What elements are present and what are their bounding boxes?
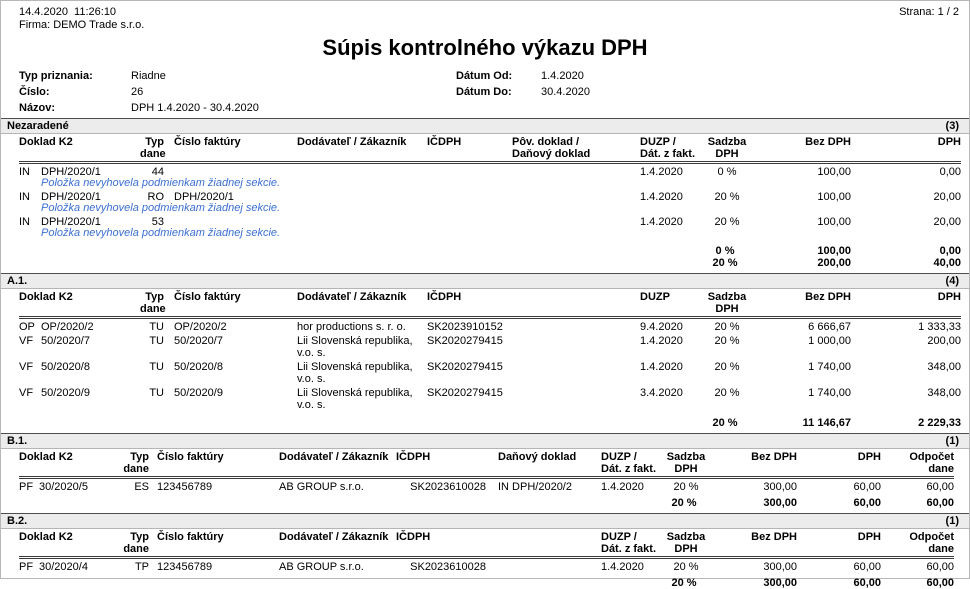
section-title: Nezaradené <box>7 120 69 132</box>
table-row <box>19 321 961 333</box>
table-header-row <box>19 289 961 319</box>
column-header-sadzba-dph: Sadzba DPH <box>707 291 747 315</box>
section-totals <box>19 497 954 509</box>
meta-value-cislo: 26 <box>131 86 144 98</box>
cell-sadzba: 20 % <box>714 335 740 347</box>
cell-dph: 0,00 <box>939 166 961 178</box>
column-header-dodavatel: Dodávateľ / Zákazník <box>297 136 407 148</box>
column-header-odpocet-dane: Odpočet dane <box>909 451 954 475</box>
total-bez-dph: 300,00 <box>763 497 797 509</box>
cell-doklad-cislo: OP/2020/2 <box>41 321 94 333</box>
column-header-cislo-faktury: Číslo faktúry <box>157 451 224 463</box>
column-header-typ-dane: Typ dane <box>140 136 166 160</box>
cell-cislo-faktury: DPH/2020/1 <box>174 191 234 203</box>
column-header-danovy-doklad: Daňový doklad <box>498 451 577 463</box>
table-header-row <box>19 449 954 479</box>
table-row <box>19 561 954 573</box>
table-row <box>19 361 961 385</box>
column-header-dph: DPH <box>857 451 881 463</box>
section-b1-body <box>19 449 954 509</box>
column-header-duzp: DUZP / Dát. z fakt. <box>640 136 696 160</box>
column-header-dph: DPH <box>937 136 961 148</box>
meta-value-typ-priznania: Riadne <box>131 70 166 82</box>
cell-icdph: SK2023910152 <box>427 321 503 333</box>
column-header-duzp: DUZP / Dát. z fakt. <box>601 451 657 475</box>
column-header-bez-dph: Bez DPH <box>805 136 851 148</box>
column-header-dodavatel: Dodávateľ / Zákazník <box>279 531 389 543</box>
meta-row <box>19 84 951 100</box>
table-header-row <box>19 134 961 164</box>
cell-cislo-faktury: 123456789 <box>157 561 213 573</box>
total-sadzba: 20 % <box>712 417 738 429</box>
cell-bez-dph: 1 740,00 <box>808 387 851 399</box>
column-header-dph: DPH <box>937 291 961 303</box>
cell-doklad-typ: IN <box>19 166 30 178</box>
total-bez-dph: 100,00 <box>817 245 851 257</box>
section-title: B.2. <box>7 515 28 527</box>
total-dph: 2 229,33 <box>918 417 961 429</box>
cell-duzp: 1.4.2020 <box>601 481 644 493</box>
cell-typ-dane: TU <box>149 387 164 399</box>
column-header-sadzba-dph: Sadzba DPH <box>666 451 706 475</box>
cell-dodavatel: hor productions s. r. o. <box>297 321 406 333</box>
column-header-duzp: DUZP <box>640 291 670 303</box>
cell-icdph: SK2023610028 <box>410 561 486 573</box>
report-datetime: 14.4.2020 11:26:10 <box>19 6 117 18</box>
column-header-odpocet-dane: Odpočet dane <box>909 531 954 555</box>
section-nezaradene-body <box>19 134 961 269</box>
cell-sadzba: 20 % <box>714 191 740 203</box>
column-header-sadzba-dph: Sadzba DPH <box>666 531 706 555</box>
cell-danovy-doklad <box>486 561 596 573</box>
totals-row <box>19 577 954 589</box>
report-meta <box>19 68 951 116</box>
column-header-cislo-faktury: Číslo faktúry <box>174 291 241 303</box>
column-header-doklad-k2: Doklad K2 <box>19 451 73 463</box>
meta-label-typ-priznania: Typ priznania: <box>19 70 93 82</box>
total-bez-dph: 11 146,67 <box>802 417 851 429</box>
page-number: Strana: 1 / 2 <box>899 6 959 18</box>
cell-doklad-typ: IN <box>19 191 30 203</box>
meta-row <box>19 100 951 116</box>
cell-duzp: 1.4.2020 <box>601 561 644 573</box>
section-header-a1 <box>1 273 969 289</box>
totals-row <box>19 245 961 257</box>
total-odpocet-dane: 60,00 <box>926 577 954 589</box>
section-count: (1) <box>945 515 959 527</box>
column-header-icdph: IČDPH <box>427 136 462 148</box>
column-header-duzp: DUZP / Dát. z fakt. <box>601 531 657 555</box>
cell-typ-dane: TU <box>149 321 164 333</box>
cell-cislo-faktury: 50/2020/8 <box>174 361 223 373</box>
company-name: Firma: DEMO Trade s.r.o. <box>19 19 145 31</box>
cell-sadzba: 20 % <box>673 481 699 493</box>
cell-typ-dane: 44 <box>151 166 164 178</box>
meta-value-nazov: DPH 1.4.2020 - 30.4.2020 <box>131 102 259 114</box>
column-header-icdph: IČDPH <box>396 531 431 543</box>
meta-value-datum-od: 1.4.2020 <box>541 70 584 82</box>
meta-label-cislo: Číslo: <box>19 86 50 98</box>
column-header-dodavatel: Dodávateľ / Zákazník <box>279 451 389 463</box>
cell-dph: 200,00 <box>927 335 961 347</box>
cell-duzp: 1.4.2020 <box>640 361 683 373</box>
column-header-typ-dane: Typ dane <box>123 531 149 555</box>
total-sadzba: 20 % <box>671 577 697 589</box>
cell-duzp: 1.4.2020 <box>640 166 683 178</box>
cell-typ-dane: ES <box>134 481 149 493</box>
cell-dodavatel: AB GROUP s.r.o. <box>279 561 364 573</box>
cell-doklad-typ: VF <box>19 335 34 347</box>
cell-typ-dane: TU <box>149 361 164 373</box>
cell-icdph: SK2020279415 <box>427 387 503 399</box>
cell-dodavatel: Lii Slovenská republika, v.o. s. <box>297 387 413 411</box>
row-note: Položka nevyhovela podmienkam žiadnej sekcie. <box>41 177 281 189</box>
cell-typ-dane: 53 <box>151 216 164 228</box>
cell-dph: 348,00 <box>927 361 961 373</box>
cell-cislo-faktury: 123456789 <box>157 481 213 493</box>
total-bez-dph: 200,00 <box>817 257 851 269</box>
cell-sadzba: 20 % <box>673 561 699 573</box>
totals-row <box>19 257 961 269</box>
section-totals <box>19 245 961 269</box>
cell-dph: 1 333,33 <box>918 321 961 333</box>
column-header-typ-dane: Typ dane <box>140 291 166 315</box>
cell-sadzba: 20 % <box>714 361 740 373</box>
cell-sadzba: 20 % <box>714 387 740 399</box>
cell-bez-dph: 6 666,67 <box>808 321 851 333</box>
section-b2-body <box>19 529 954 589</box>
cell-dph: 20,00 <box>933 216 961 228</box>
cell-cislo-faktury: 50/2020/7 <box>174 335 223 347</box>
section-totals <box>19 417 961 429</box>
cell-doklad-typ: IN <box>19 216 30 228</box>
table-row <box>19 335 961 359</box>
total-sadzba: 20 % <box>712 257 738 269</box>
cell-dodavatel: AB GROUP s.r.o. <box>279 481 364 493</box>
column-header-dph: DPH <box>857 531 881 543</box>
cell-icdph: SK2020279415 <box>427 335 503 347</box>
total-odpocet-dane: 60,00 <box>926 497 954 509</box>
totals-row <box>19 497 954 509</box>
section-count: (1) <box>945 435 959 447</box>
cell-duzp: 1.4.2020 <box>640 335 683 347</box>
column-header-sadzba-dph: Sadzba DPH <box>707 136 747 160</box>
cell-sadzba: 20 % <box>714 321 740 333</box>
section-count: (3) <box>945 120 959 132</box>
cell-duzp: 1.4.2020 <box>640 191 683 203</box>
cell-dph: 60,00 <box>853 481 881 493</box>
cell-doklad-cislo: 50/2020/9 <box>41 387 90 399</box>
cell-duzp: 1.4.2020 <box>640 216 683 228</box>
section-header-b2 <box>1 513 969 529</box>
cell-typ-dane: RO <box>147 191 164 203</box>
cell-bez-dph: 100,00 <box>817 166 851 178</box>
column-header-doklad-k2: Doklad K2 <box>19 291 73 303</box>
cell-odpocet-dane: 60,00 <box>926 561 954 573</box>
meta-label-datum-do: Dátum Do: <box>456 86 512 98</box>
row-note: Položka nevyhovela podmienkam žiadnej sekcie. <box>41 227 281 239</box>
table-row <box>19 387 961 411</box>
total-sadzba: 20 % <box>671 497 697 509</box>
total-sadzba: 0 % <box>715 245 735 257</box>
column-header-dodavatel: Dodávateľ / Zákazník <box>297 291 407 303</box>
cell-bez-dph: 1 740,00 <box>808 361 851 373</box>
cell-bez-dph: 300,00 <box>763 481 797 493</box>
section-title: B.1. <box>7 435 28 447</box>
cell-dph: 60,00 <box>853 561 881 573</box>
report-title: Súpis kontrolného výkazu DPH <box>322 35 648 60</box>
cell-typ-dane: TU <box>149 335 164 347</box>
cell-doklad-cislo: 50/2020/7 <box>41 335 90 347</box>
cell-dph: 348,00 <box>927 387 961 399</box>
cell-odpocet-dane: 60,00 <box>926 481 954 493</box>
cell-bez-dph: 300,00 <box>763 561 797 573</box>
column-header-bez-dph: Bez DPH <box>751 451 797 463</box>
meta-value-datum-do: 30.4.2020 <box>541 86 590 98</box>
cell-cislo-faktury: OP/2020/2 <box>174 321 227 333</box>
cell-danovy-doklad: IN DPH/2020/2 <box>498 481 572 493</box>
cell-duzp: 9.4.2020 <box>640 321 683 333</box>
cell-icdph: SK2020279415 <box>427 361 503 373</box>
column-header-cislo-faktury: Číslo faktúry <box>157 531 224 543</box>
table-row <box>19 481 954 493</box>
total-dph: 60,00 <box>853 497 881 509</box>
column-header-icdph: IČDPH <box>427 291 462 303</box>
cell-sadzba: 20 % <box>714 216 740 228</box>
row-note: Položka nevyhovela podmienkam žiadnej sekcie. <box>41 202 281 214</box>
cell-doklad-cislo: DPH/2020/1 <box>41 191 101 203</box>
cell-bez-dph: 100,00 <box>817 191 851 203</box>
cell-cislo-faktury: 50/2020/9 <box>174 387 223 399</box>
section-totals <box>19 577 954 589</box>
meta-row <box>19 68 951 84</box>
column-header-doklad-k2: Doklad K2 <box>19 531 73 543</box>
cell-doklad-cislo: DPH/2020/1 <box>41 166 101 178</box>
cell-typ-dane: TP <box>134 561 149 573</box>
column-header-doklad-k2: Doklad K2 <box>19 136 73 148</box>
section-header-b1 <box>1 433 969 449</box>
cell-doklad-typ: OP <box>19 321 35 333</box>
cell-doklad-typ: PF <box>19 481 34 493</box>
cell-doklad-cislo: DPH/2020/1 <box>41 216 101 228</box>
section-count: (4) <box>945 275 959 287</box>
report-top-bar <box>1 1 969 32</box>
cell-doklad-typ: VF <box>19 387 34 399</box>
cell-bez-dph: 1 000,00 <box>808 335 851 347</box>
cell-doklad-cislo: 50/2020/8 <box>41 361 90 373</box>
column-header-icdph: IČDPH <box>396 451 431 463</box>
section-a1-body <box>19 289 961 429</box>
column-header-pov-doklad: Pôv. doklad / Daňový doklad <box>512 136 591 160</box>
report-top-left <box>19 6 144 32</box>
total-dph: 0,00 <box>939 245 961 257</box>
cell-doklad-typ: PF <box>19 561 34 573</box>
section-header-nezaradene <box>1 118 969 134</box>
cell-doklad-typ: VF <box>19 361 34 373</box>
cell-duzp: 3.4.2020 <box>640 387 683 399</box>
cell-icdph: SK2023610028 <box>410 481 486 493</box>
totals-row <box>19 417 961 429</box>
cell-doklad-cislo: 30/2020/5 <box>39 481 88 493</box>
column-header-typ-dane: Typ dane <box>123 451 149 475</box>
meta-label-datum-od: Dátum Od: <box>456 70 513 82</box>
total-bez-dph: 300,00 <box>763 577 797 589</box>
cell-dodavatel: Lii Slovenská republika, v.o. s. <box>297 335 413 359</box>
total-dph: 60,00 <box>853 577 881 589</box>
column-header-cislo-faktury: Číslo faktúry <box>174 136 241 148</box>
cell-bez-dph: 100,00 <box>817 216 851 228</box>
meta-label-nazov: Názov: <box>19 102 56 114</box>
cell-dodavatel: Lii Slovenská republika, v.o. s. <box>297 361 413 385</box>
cell-sadzba: 0 % <box>717 166 737 178</box>
column-header-bez-dph: Bez DPH <box>805 291 851 303</box>
section-title: A.1. <box>7 275 28 287</box>
table-header-row <box>19 529 954 559</box>
total-dph: 40,00 <box>933 257 961 269</box>
cell-dph: 20,00 <box>933 191 961 203</box>
cell-doklad-cislo: 30/2020/4 <box>39 561 88 573</box>
column-header-bez-dph: Bez DPH <box>751 531 797 543</box>
